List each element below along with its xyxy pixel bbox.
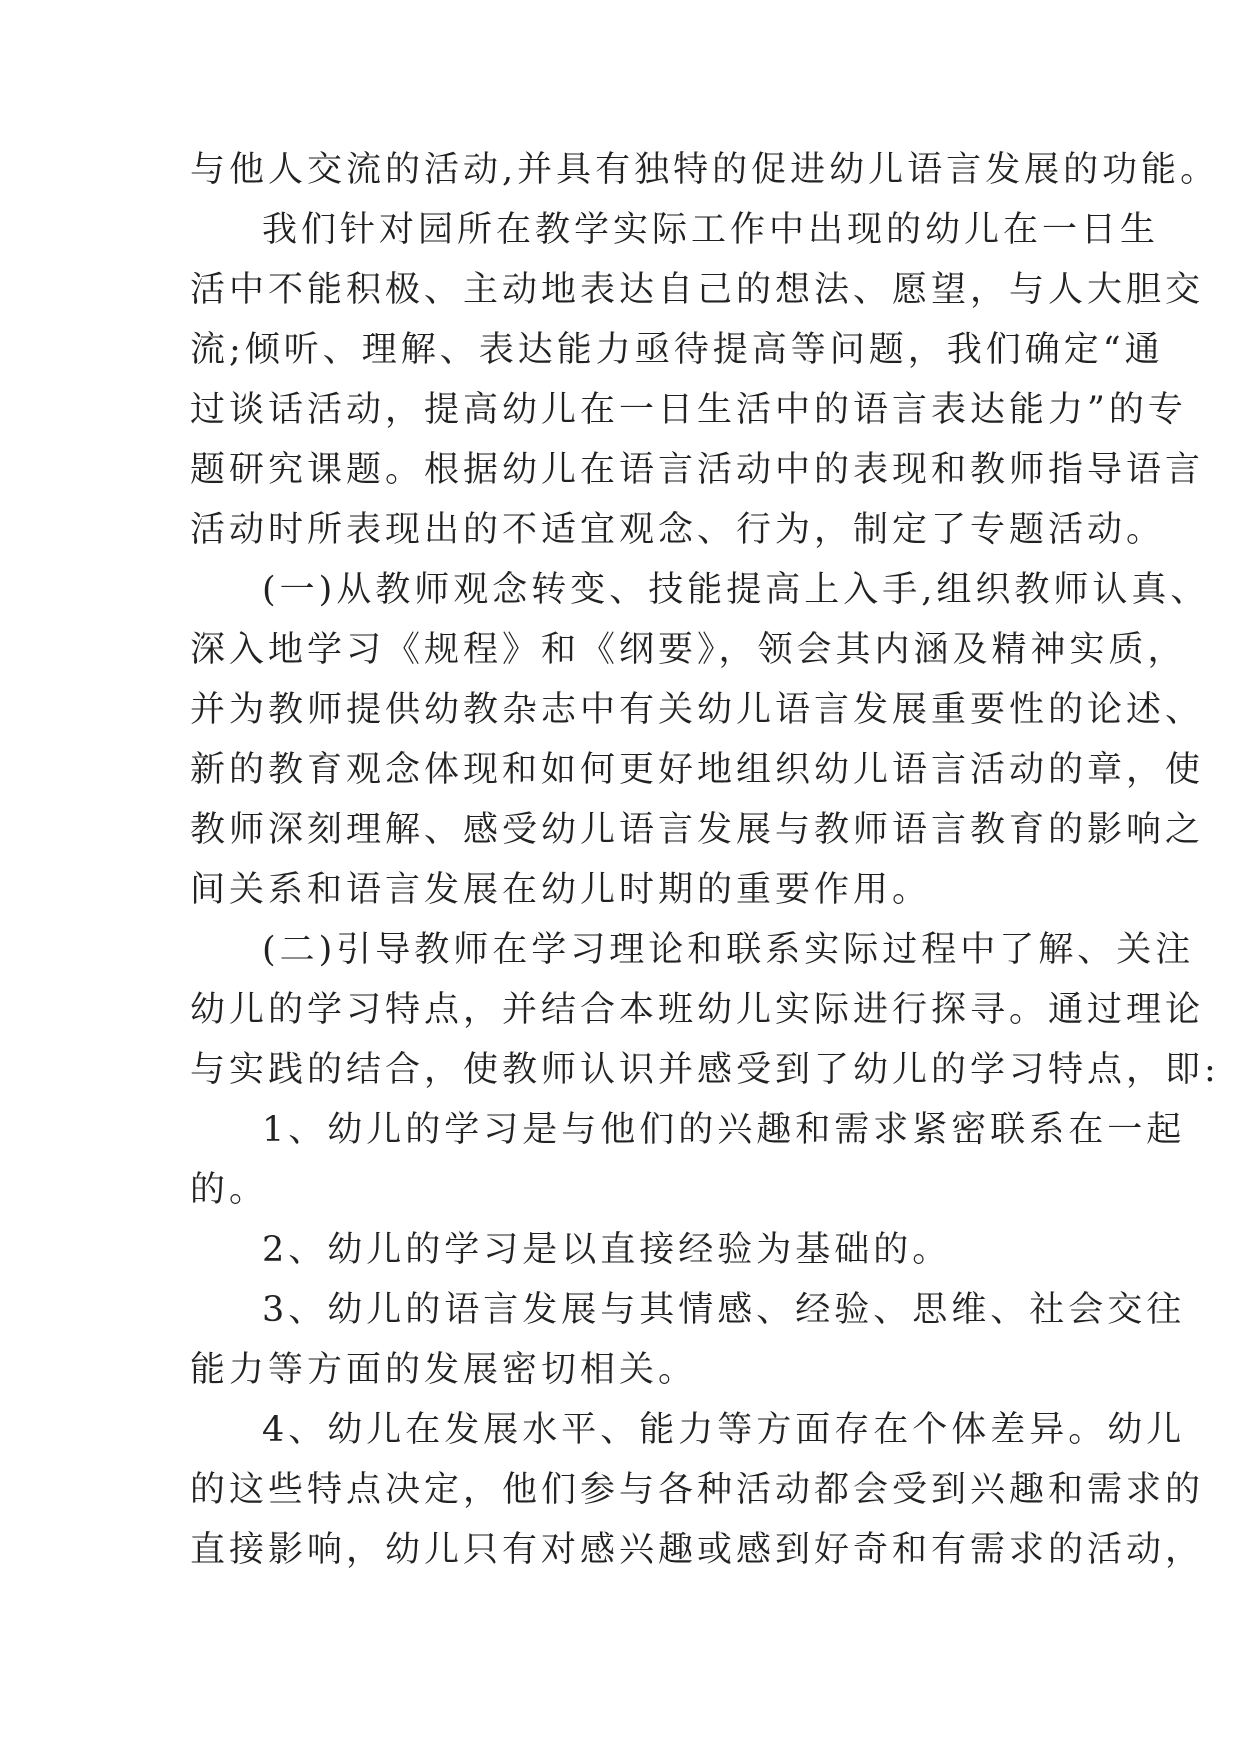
text-line: 活中不能积极、主动地表达自己的想法、愿望，与人大胆交: [190, 270, 1205, 310]
text-line: 我们针对园所在教学实际工作中出现的幼儿在一日生: [262, 210, 1160, 250]
text-line: 幼儿的学习特点，并结合本班幼儿实际进行探寻。通过理论: [190, 990, 1205, 1030]
text-line: 4、幼儿在发展水平、能力等方面存在个体差异。幼儿: [262, 1410, 1186, 1450]
text-line: 并为教师提供幼教杂志中有关幼儿语言发展重要性的论述、: [190, 690, 1205, 730]
text-line: 深入地学习《规程》和《纲要》，领会其内涵及精神实质，: [190, 630, 1187, 670]
text-line: 流;倾听、理解、表达能力亟待提高等问题，我们确定“通: [190, 330, 1164, 370]
text-line: (二)引导教师在学习理论和联系实际过程中了解、关注: [262, 930, 1195, 970]
text-line: 1、幼儿的学习是与他们的兴趣和需求紧密联系在一起: [262, 1110, 1186, 1150]
text-line: 题研究课题。根据幼儿在语言活动中的表现和教师指导语言: [190, 450, 1205, 490]
text-line: 与实践的结合，使教师认识并感受到了幼儿的学习特点，即:: [190, 1050, 1220, 1090]
text-line: 过谈话活动，提高幼儿在一日生活中的语言表达能力”的专: [190, 390, 1187, 430]
text-line: 直接影响，幼儿只有对感兴趣或感到好奇和有需求的活动，: [190, 1530, 1205, 1570]
text-line: 活动时所表现出的不适宜观念、行为，制定了专题活动。: [190, 510, 1166, 550]
text-line: 的这些特点决定，他们参与各种活动都会受到兴趣和需求的: [190, 1470, 1205, 1510]
text-line: (一)从教师观念转变、技能提高上入手,组织教师认真、: [262, 570, 1210, 610]
text-line: 3、幼儿的语言发展与其情感、经验、思维、社会交往: [262, 1290, 1186, 1330]
text-line: 2、幼儿的学习是以直接经验为基础的。: [262, 1230, 952, 1270]
text-line: 的。: [190, 1170, 269, 1210]
text-line: 间关系和语言发展在幼儿时期的重要作用。: [190, 870, 932, 910]
text-line: 新的教育观念体现和如何更好地组织幼儿语言活动的章，使: [190, 750, 1205, 790]
text-line: 与他人交流的活动,并具有独特的促进幼儿语言发展的功能。: [190, 150, 1220, 190]
text-line: 能力等方面的发展密切相关。: [190, 1350, 698, 1390]
text-line: 教师深刻理解、感受幼儿语言发展与教师语言教育的影响之: [190, 810, 1205, 850]
